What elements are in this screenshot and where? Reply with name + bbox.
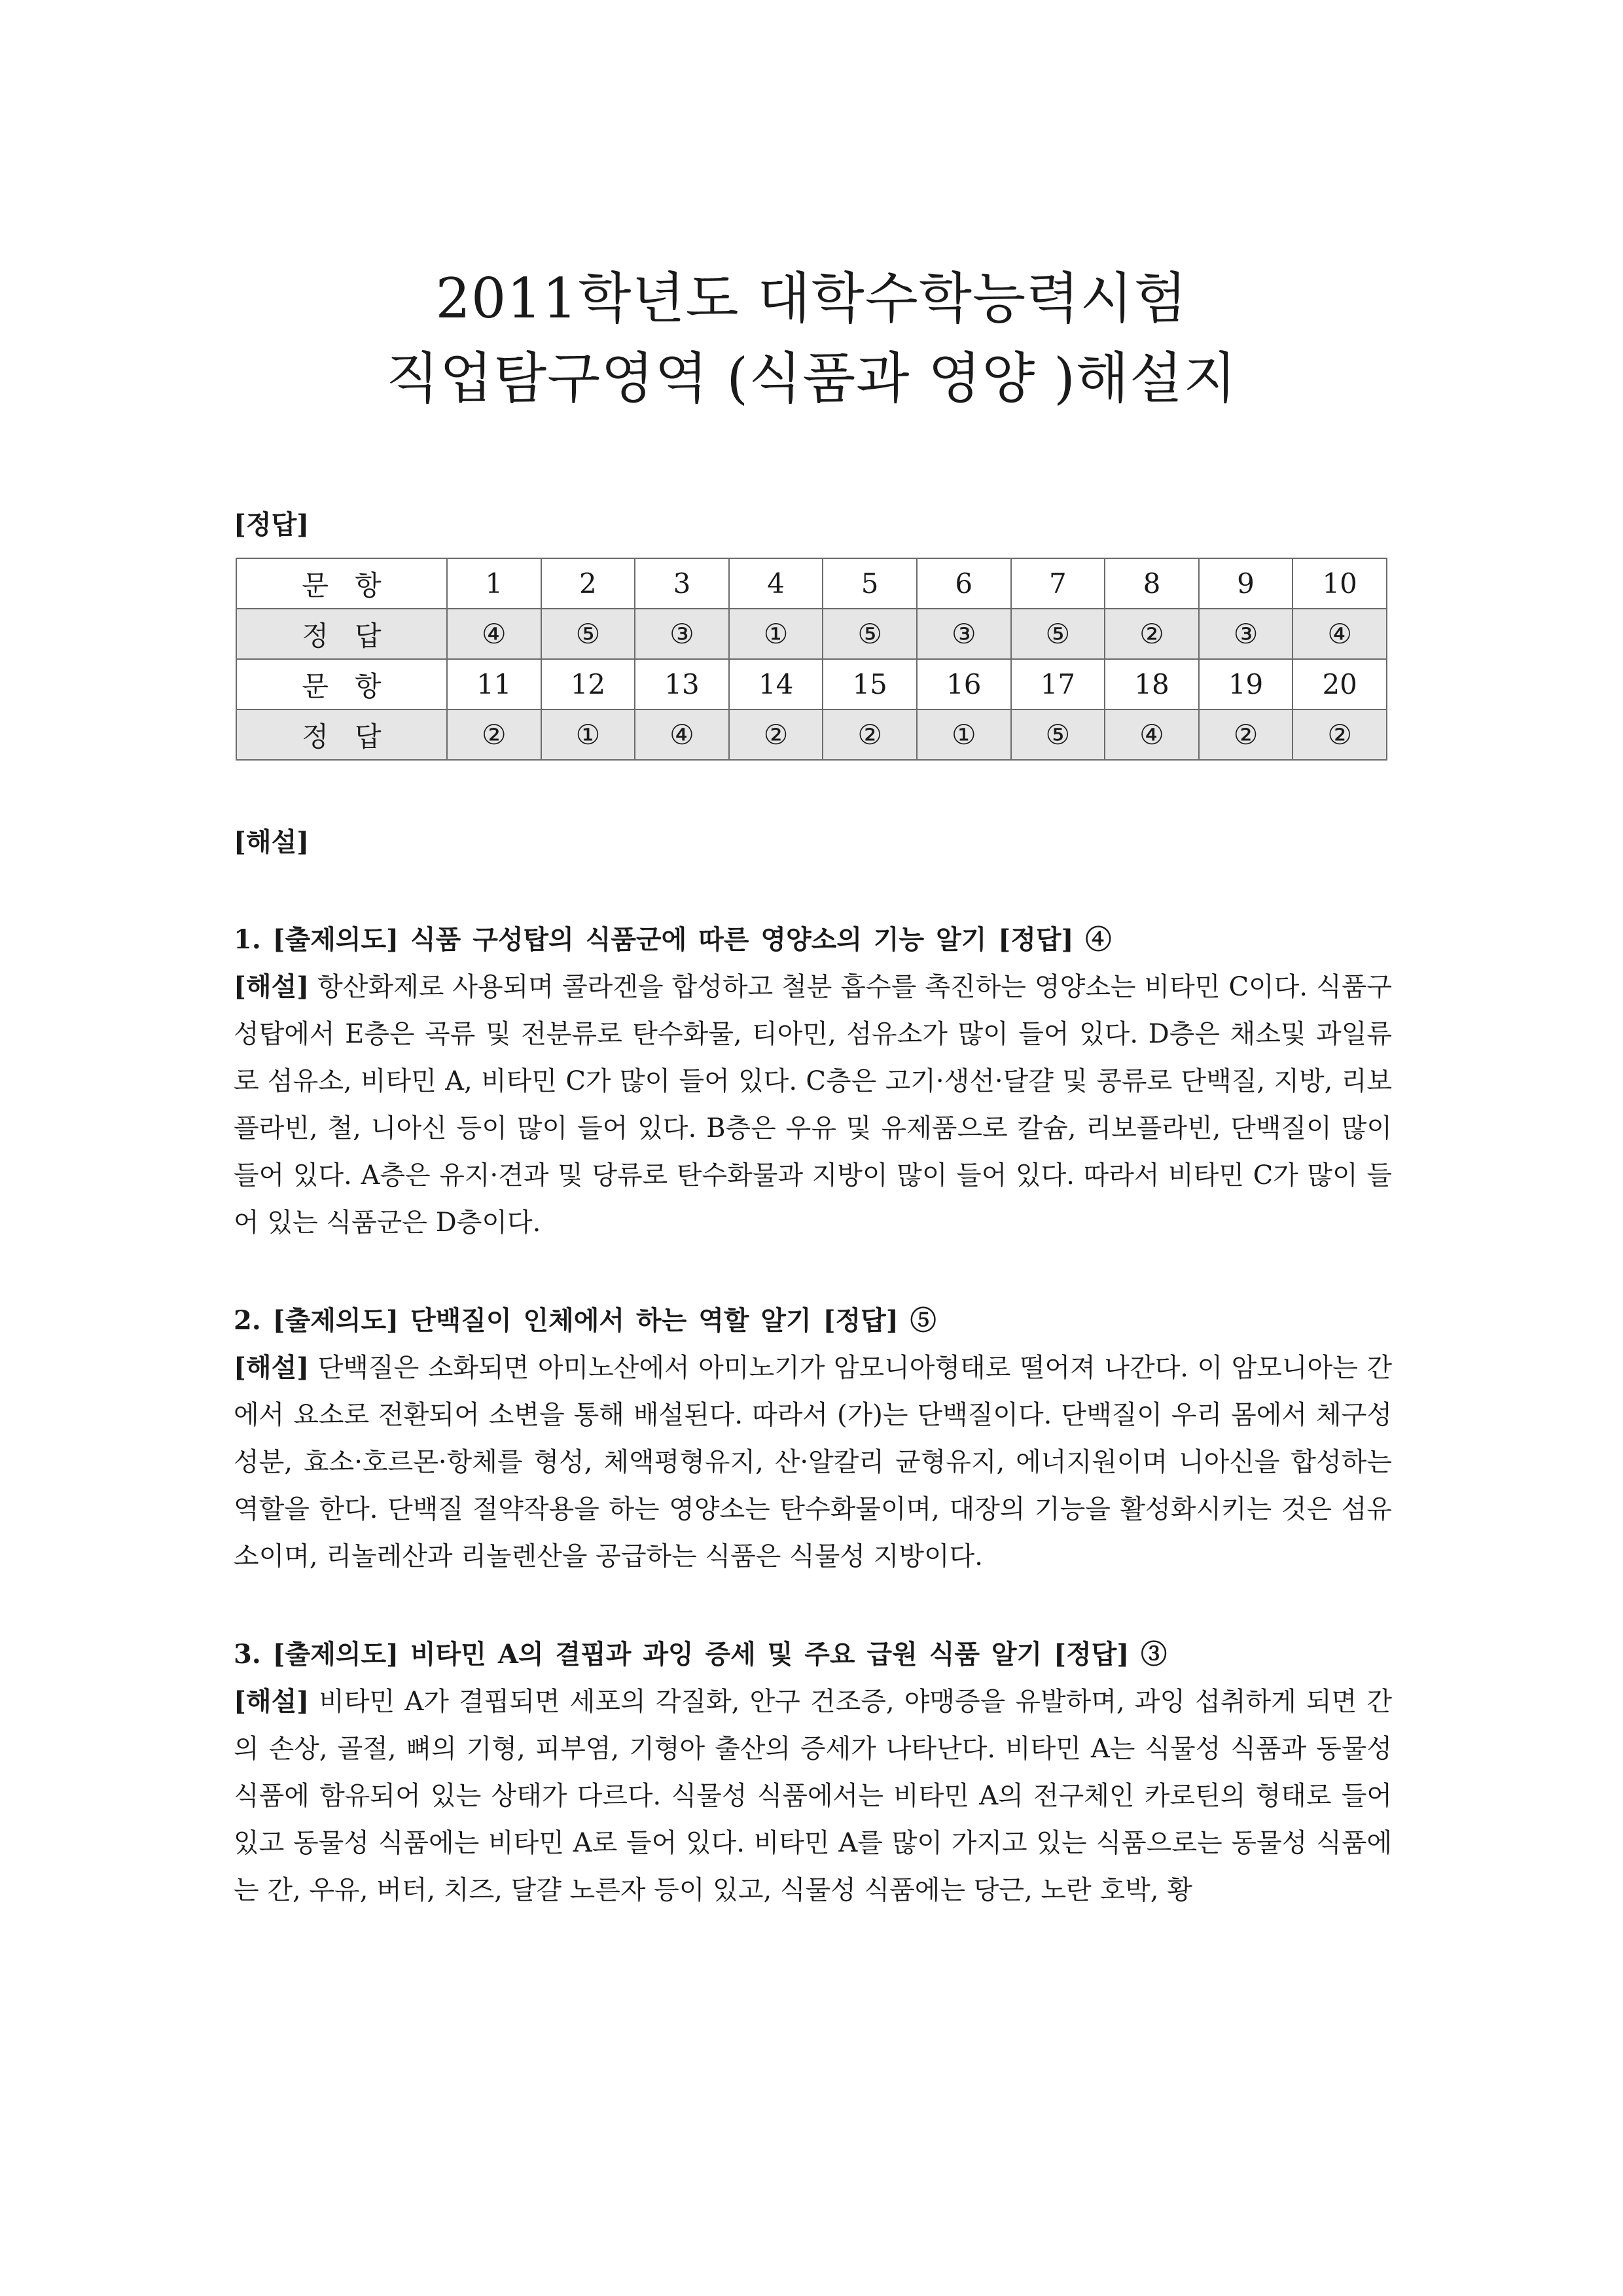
explanation-body [234, 1678, 1392, 1914]
explanation-item-1 [234, 916, 1392, 1246]
answer-cell: ③ [635, 609, 729, 659]
question-number-cell: 13 [635, 659, 729, 709]
question-number-cell: 7 [1011, 558, 1105, 609]
answer-row-label: 정답 [236, 709, 447, 760]
question-number-cell: 9 [1199, 558, 1293, 609]
answer-cell: ③ [917, 609, 1011, 659]
question-number-cell: 15 [823, 659, 917, 709]
question-number-cell: 12 [541, 659, 635, 709]
answer-cell: ② [447, 709, 541, 760]
explanation-label: [해설] [234, 971, 310, 1002]
explanation-body [234, 963, 1392, 1246]
question-number-cell: 1 [447, 558, 541, 609]
answer-cell: ④ [635, 709, 729, 760]
answer-row-label: 정답 [236, 609, 447, 659]
answer-cell: ② [729, 709, 823, 760]
question-number-cell: 17 [1011, 659, 1105, 709]
question-number-cell: 8 [1105, 558, 1199, 609]
answer-cell: ② [823, 709, 917, 760]
explanations-heading: [해설] [234, 827, 310, 857]
answer-cell: ① [541, 709, 635, 760]
explanations-list [234, 916, 1392, 1965]
question-number-cell: 16 [917, 659, 1011, 709]
question-row-label: 문항 [236, 558, 447, 609]
answer-cell: ① [729, 609, 823, 659]
question-number-cell: 3 [635, 558, 729, 609]
explanation-title: 3. [출제의도] 비타민 A의 결핍과 과잉 증세 및 주요 급원 식품 알기 [정답] ③ [234, 1639, 1168, 1670]
explanation-label: [해설] [234, 1352, 310, 1383]
question-number-cell: 20 [1293, 659, 1387, 709]
answers-heading: [정답] [234, 509, 310, 540]
answer-row [236, 609, 1387, 659]
question-number-cell: 10 [1293, 558, 1387, 609]
explanation-item-2 [234, 1297, 1392, 1580]
explanation-label: [해설] [234, 1686, 310, 1717]
answer-cell: ② [1105, 609, 1199, 659]
explanation-body [234, 1344, 1392, 1580]
question-number-cell: 14 [729, 659, 823, 709]
answer-cell: ⑤ [541, 609, 635, 659]
answer-cell: ② [1293, 709, 1387, 760]
question-row [236, 558, 1387, 609]
question-number-cell: 18 [1105, 659, 1199, 709]
title-block [0, 259, 1623, 418]
question-number-cell: 2 [541, 558, 635, 609]
answer-cell: ⑤ [1011, 709, 1105, 760]
answer-cell: ④ [1105, 709, 1199, 760]
explanation-text: 항산화제로 사용되며 콜라겐을 합성하고 철분 흡수를 촉진하는 영양소는 비타민 C이다. 식품구성탑에서 E층은 곡류 및 전분류로 탄수화물, 티아민, 섬유소가 많이 들어 있다. D층은 채소및 과일류로 섬유소, 비타민 A, 비타민 C가 많이 들어 있다. C층은 고기·생선·달걀 및 콩류로 단백질, 지방, 리보플라빈, 철, 니아신 등이 많이 들어 있다. B층은 우유 및 유제품으로 칼슘, 리보플라빈, 단백질이 많이 들어 있다. A층은 유지·견과 및 당류로 탄수화물과 지방이 많이 들어 있다. 따라서 비타민 C가 많이 들어 있는 식품군은 D층이다. [234, 972, 1392, 1238]
answer-row [236, 709, 1387, 760]
answer-table [236, 558, 1387, 761]
answer-cell: ② [1199, 709, 1293, 760]
question-number-cell: 19 [1199, 659, 1293, 709]
explanation-text: 비타민 A가 결핍되면 세포의 각질화, 안구 건조증, 야맹증을 유발하며, 과잉 섭취하게 되면 간의 손상, 골절, 뼈의 기형, 피부염, 기형아 출산의 증세가 나타난다. 비타민 A는 식물성 식품과 동물성 식품에 함유되어 있는 상태가 다르다. 식물성 식품에서는 비타민 A의 전구체인 카로틴의 형태로 들어 있고 동물성 식품에는 비타민 A로 들어 있다. 비타민 A를 많이 가지고 있는 식품으로는 동물성 식품에는 간, 우유, 버터, 치즈, 달걀 노른자 등이 있고, 식물성 식품에는 당근, 노란 호박, 황 [234, 1687, 1392, 1905]
question-number-cell: 11 [447, 659, 541, 709]
answer-cell: ④ [447, 609, 541, 659]
page-title-line-1: 2011학년도 대학수학능력시험 [435, 266, 1188, 331]
explanation-item-3 [234, 1631, 1392, 1914]
question-row-label: 문항 [236, 659, 447, 709]
question-number-cell: 4 [729, 558, 823, 609]
answer-cell: ③ [1199, 609, 1293, 659]
answer-cell: ① [917, 709, 1011, 760]
page-title-line-2: 직업탐구영역 (식품과 영양 )해설지 [385, 346, 1238, 410]
question-number-cell: 5 [823, 558, 917, 609]
question-number-cell: 6 [917, 558, 1011, 609]
answer-cell: ⑤ [1011, 609, 1105, 659]
answer-cell: ④ [1293, 609, 1387, 659]
question-row [236, 659, 1387, 709]
explanation-title: 1. [출제의도] 식품 구성탑의 식품군에 따른 영양소의 기능 알기 [정답] ④ [234, 924, 1112, 955]
explanation-text: 단백질은 소화되면 아미노산에서 아미노기가 암모니아형태로 떨어져 나간다. 이 암모니아는 간에서 요소로 전환되어 소변을 통해 배설된다. 따라서 (가)는 단백질이다. 단백질이 우리 몸에서 체구성 성분, 효소·호르몬·항체를 형성, 체액평형유지, 산·알칼리 균형유지, 에너지원이며 니아신을 합성하는 역할을 한다. 단백질 절약작용을 하는 영양소는 탄수화물이며, 대장의 기능을 활성화시키는 것은 섬유소이며, 리놀레산과 리놀렌산을 공급하는 식품은 식물성 지방이다. [234, 1353, 1392, 1571]
answer-cell: ⑤ [823, 609, 917, 659]
explanation-title: 2. [출제의도] 단백질이 인체에서 하는 역할 알기 [정답] ⑤ [234, 1305, 936, 1336]
